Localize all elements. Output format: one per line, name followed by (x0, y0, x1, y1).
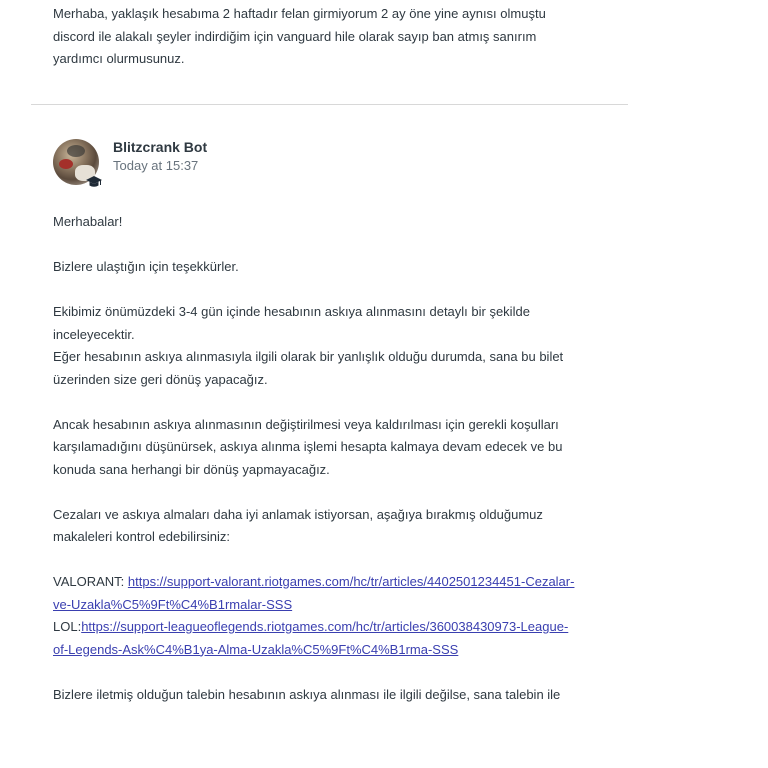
review-line: Ekibimiz önümüzdeki 3-4 gün içinde hesabının askıya alınmasını detaylı bir şekilde (53, 304, 530, 319)
link-text[interactable]: https://support-leagueoflegends.riotgames.com/hc/tr/articles/360038430973-League- (81, 619, 569, 634)
link-text[interactable]: ve-Uzakla%C5%9Ft%C4%B1rmalar-SSS (53, 596, 293, 612)
valorant-label: VALORANT: (53, 574, 128, 589)
review-paragraph (53, 301, 613, 391)
previous-message-line: yardımcı olurmusunuz. (53, 51, 185, 66)
previous-message (53, 3, 613, 71)
valorant-article-link[interactable] (53, 574, 574, 612)
conditions-line: Ancak hesabının askıya alınmasının değiştirilmesi veya kaldırılması için gerekli koşulları (53, 416, 559, 432)
reply-body (53, 211, 613, 729)
message-timestamp: Today at 15:37 (113, 158, 199, 173)
reply-header (53, 139, 453, 191)
previous-message-line: Merhaba, yaklaşık hesabıma 2 haftadır felan girmiyorum 2 ay öne yine aynısı olmuştu (53, 6, 546, 21)
graduation-cap-icon (86, 175, 102, 189)
links-paragraph (53, 571, 613, 661)
lol-label: LOL: (53, 619, 82, 634)
review-line: Eğer hesabının askıya alınmasıyla ilgili olarak bir yanlışlık olduğu durumda, sana bu bilet (53, 349, 564, 364)
lol-article-link[interactable] (53, 619, 568, 657)
message-divider (31, 104, 628, 105)
final-line: Bizlere iletmiş olduğun talebin hesabının askıya alınması ile ilgili değilse, sana talebin ile (53, 686, 561, 702)
link-text[interactable]: of-Legends-Ask%C4%B1ya-Alma-Uzakla%C5%9Ft%C4%B1rma-SSS (53, 641, 459, 657)
previous-message-line: discord ile alakalı şeyler indirdiğim için vanguard hile olarak sayıp ban atmış sanırım (53, 28, 537, 44)
greeting-text: Merhabalar! (53, 214, 123, 229)
conditions-line: konuda sana herhangi bir dönüş yapmayacağız. (53, 461, 330, 477)
link-text[interactable]: https://support-valorant.riotgames.com/hc/tr/articles/4402501234451-Cezalar- (127, 574, 575, 589)
review-line: inceleyecektir. (53, 326, 135, 342)
articles-line: Cezaları ve askıya almaları daha iyi anlamak istiyorsan, aşağıya bırakmış olduğumuz (53, 506, 543, 522)
articles-paragraph (53, 504, 613, 549)
articles-line: makaleleri kontrol edebilirsiniz: (53, 529, 231, 544)
thanks-text: Bizlere ulaştığın için teşekkürler. (53, 259, 239, 274)
conditions-paragraph (53, 414, 613, 482)
conditions-line: karşılamadığını düşünürsek, askıya alınma işlemi hesapta kalmaya devam edecek ve bu (53, 439, 563, 454)
author-name: Blitzcrank Bot (113, 139, 208, 155)
final-paragraph (53, 684, 613, 707)
review-line: üzerinden size geri dönüş yapacağız. (53, 371, 268, 387)
